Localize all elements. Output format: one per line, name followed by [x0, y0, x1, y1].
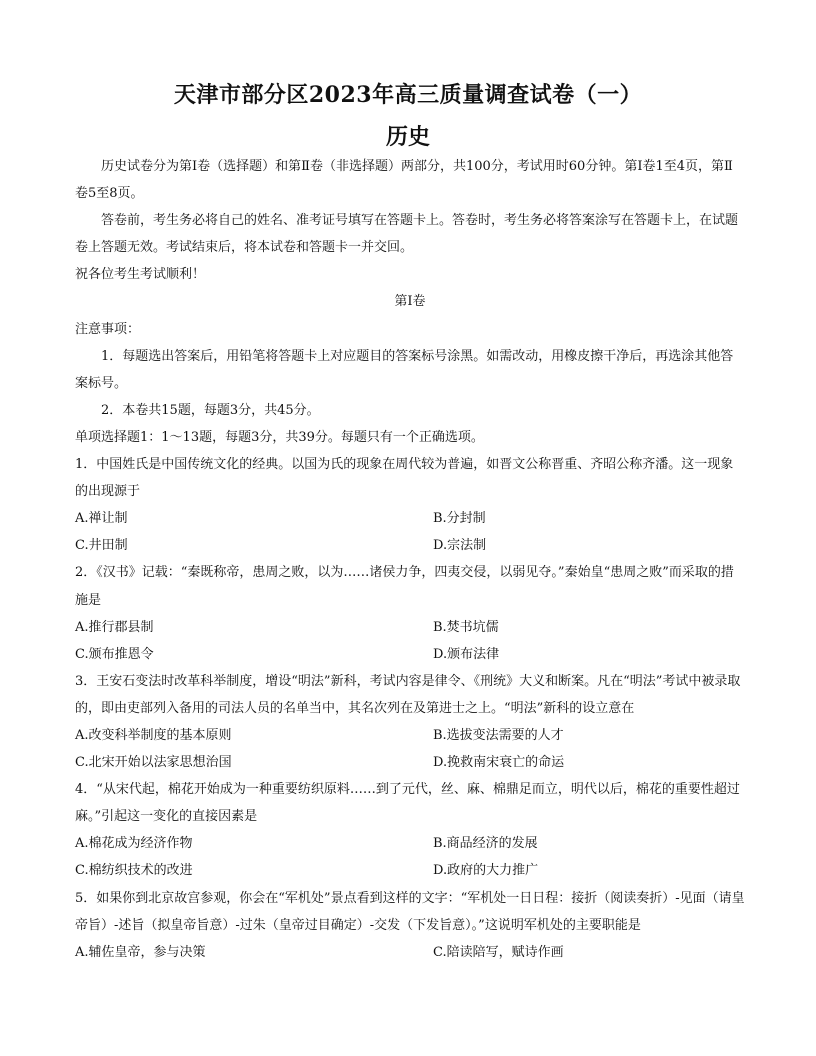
- exam-content: [75, 153, 745, 966]
- option-row: [75, 505, 745, 532]
- option-row: [75, 857, 745, 884]
- question-4: [75, 776, 745, 884]
- option-a: A.棉花成为经济作物: [75, 836, 193, 852]
- option-c: C.陪读陪写，赋诗作画: [433, 944, 564, 960]
- option-row: [75, 749, 745, 776]
- section-instruction: 单项选择题1：1～13题，每题3分，共39分。每题只有一个正确选项。: [75, 429, 484, 445]
- question-3: [75, 668, 745, 776]
- section-heading: 第Ⅰ卷: [394, 294, 426, 310]
- option-d: D.颁布法律: [433, 646, 500, 662]
- intro-paragraph-2: 答卷前，考生务必将自己的姓名、准考证号填写在答题卡上。答卷时，考生务必将答案涂写在答题卡上，在试题卷上答题无效。考试结束后，将本试卷和答题卡一并交回。: [75, 213, 739, 256]
- option-b: B.焚书坑儒: [433, 619, 499, 635]
- option-row: [75, 614, 745, 641]
- option-row: [75, 830, 745, 857]
- note-2: 2．本卷共15题，每题3分，共45分。: [101, 402, 320, 418]
- option-row: [75, 641, 745, 668]
- option-b: B.商品经济的发展: [433, 836, 538, 852]
- option-a: A.改变科举制度的基本原则: [75, 727, 232, 743]
- option-c: C.颁布推恩令: [75, 646, 154, 662]
- option-c: C.棉纺织技术的改进: [75, 863, 193, 879]
- question-stem: 2．《汉书》记载：“秦既称帝，患周之败，以为……诸侯力争，四夷交侵，以弱见夺。”秦始皇“患周之败”而采取的措施是: [75, 565, 734, 608]
- intro-wish: 祝各位考生考试顺利！: [75, 267, 206, 283]
- option-row: [75, 939, 745, 966]
- question-5: [75, 885, 745, 966]
- question-stem: 4．“从宋代起，棉花开始成为一种重要纺织原料……到了元代，丝、麻、棉鼎足而立，明代以后，棉花的重要性超过麻。”引起这一变化的直接因素是: [75, 782, 740, 825]
- notes-label: 注意事项：: [75, 321, 141, 337]
- question-2: [75, 559, 745, 667]
- option-row: [75, 532, 745, 559]
- option-d: D.宗法制: [433, 538, 487, 554]
- question-1: [75, 451, 745, 559]
- question-stem: 1．中国姓氏是中国传统文化的经典。以国为氏的现象在周代较为普遍，如晋文公称晋重、齐昭公称齐潘。这一现象的出现源于: [75, 457, 734, 500]
- note-1: 1．每题选出答案后，用铅笔将答题卡上对应题目的答案标号涂黑。如需改动，用橡皮擦干净后，再选涂其他答案标号。: [75, 348, 734, 391]
- question-stem: 5．如果你到北京故宫参观，你会在“军机处”景点看到这样的文字：“军机处一日日程：接折（阅读奏折）-见面（请皇帝旨）-述旨（拟皇帝旨意）-过朱（皇帝过目确定）-交发（下发旨意）。”这说明军机处的主要职能是: [75, 890, 745, 933]
- subject-title: 历史: [385, 124, 430, 150]
- option-c: C.井田制: [75, 538, 128, 554]
- question-stem: 3．王安石变法时改革科举制度，增设“明法”新科，考试内容是律令、《刑统》大义和断案。凡在“明法”考试中被录取的，即由吏部列入备用的司法人员的名单当中，其名次列在及第进士之上。“明法”新科的设立意在: [75, 673, 741, 716]
- option-b: B.分封制: [433, 511, 486, 527]
- option-b: B.选拔变法需要的人才: [433, 727, 564, 743]
- option-row: [75, 722, 745, 749]
- option-a: A.禅让制: [75, 511, 128, 527]
- option-c: C.北宋开始以法家思想治国: [75, 755, 232, 771]
- intro-paragraph-1: 历史试卷分为第Ⅰ卷（选择题）和第Ⅱ卷（非选择题）两部分，共100分，考试用时60分钟。第Ⅰ卷1至4页，第Ⅱ卷5至8页。: [75, 159, 733, 202]
- option-a: A.推行郡县制: [75, 619, 154, 635]
- option-d: D.挽救南宋衰亡的命运: [433, 755, 565, 771]
- page-title: 天津市部分区2023年高三质量调查试卷（一）: [173, 82, 643, 108]
- option-a: A.辅佐皇帝，参与决策: [75, 944, 206, 960]
- option-d: D.政府的大力推广: [433, 863, 539, 879]
